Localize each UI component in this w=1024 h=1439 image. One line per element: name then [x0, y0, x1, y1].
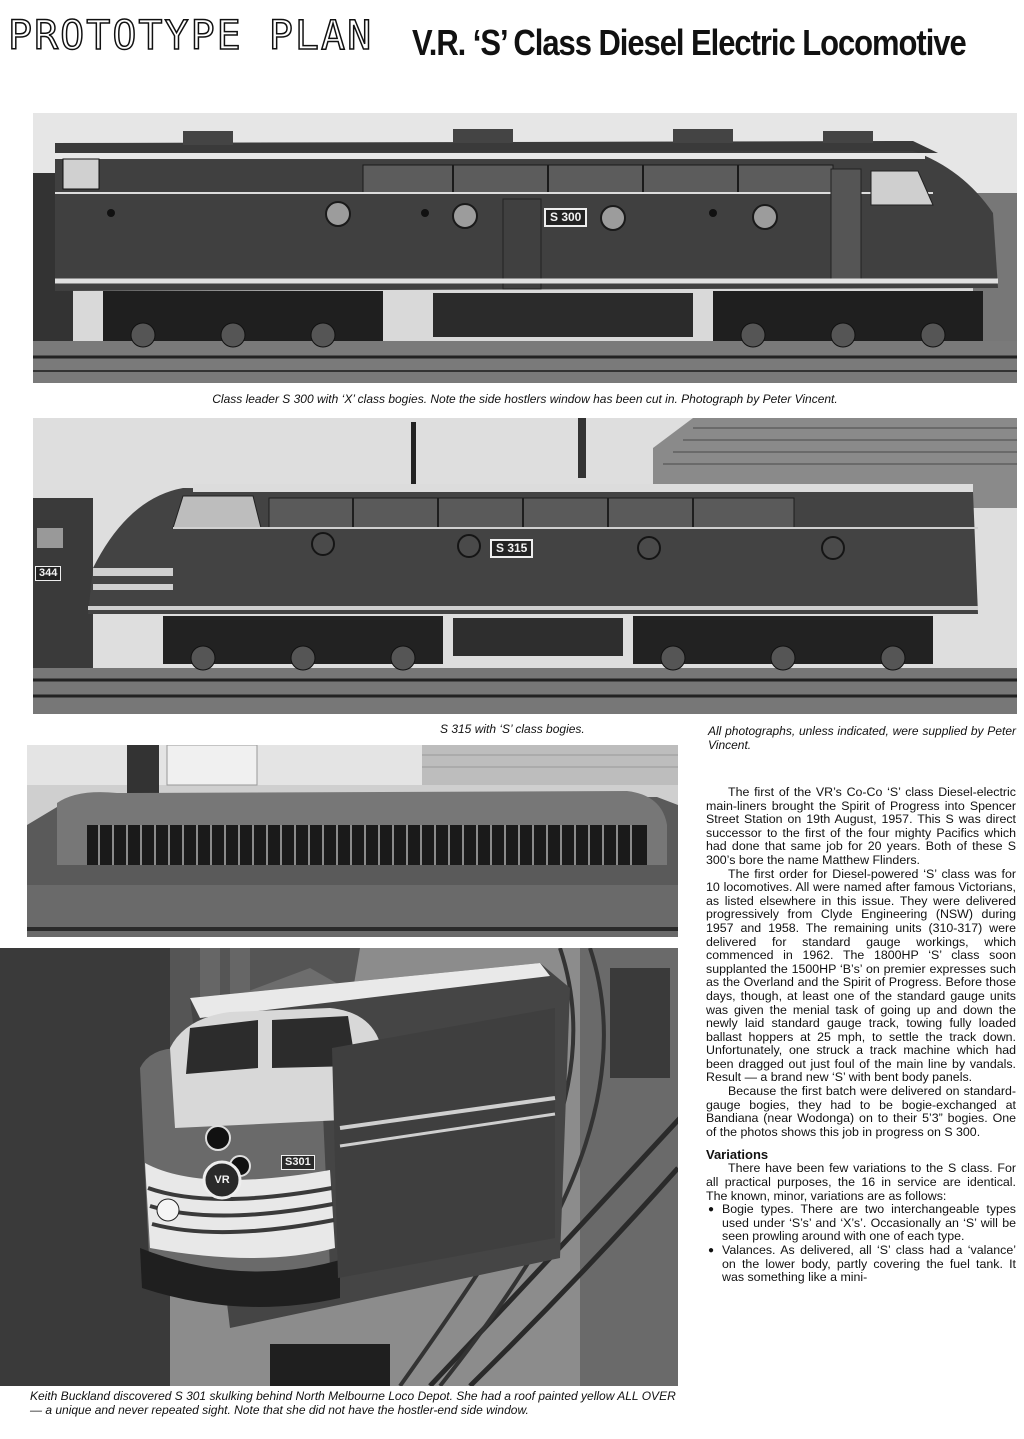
page-title: V.R. ‘S’ Class Diesel Electric Locomotive: [412, 22, 966, 63]
adjacent-number-plate: 344: [35, 566, 61, 581]
photo-s301-front: [0, 948, 678, 1386]
photo-s300-side: [33, 113, 1017, 383]
article-paragraph: Because the first batch were delivered on standard-gauge bogies, they had to be bogie-exchanged at Bandiana (near Wodonga) on to their 5’3” bogies. One of the photos shows this job in progress on S 300.: [706, 1084, 1016, 1139]
photo-roof-detail: [27, 745, 678, 937]
photo-caption: S 315 with ‘S’ class bogies.: [440, 722, 585, 736]
number-plate: S 315: [490, 539, 533, 558]
article-paragraph: There have been few variations to the S class. For all practical purposes, the 16 in service are identical. The known, minor, variations are as follows:: [706, 1161, 1016, 1203]
list-item: ● Valances. As delivered, all ‘S’ class had a ‘valance’ on the lower body, partly covering the fuel tank. It was something like a mini-: [722, 1244, 1016, 1285]
photo-credit: All photographs, unless indicated, were supplied by Peter Vincent.: [708, 724, 1016, 752]
vr-emblem: VR: [214, 1174, 230, 1186]
section-heading: Variations: [706, 1147, 769, 1163]
photo-caption: Keith Buckland discovered S 301 skulking behind North Melbourne Loco Depot. She had a roof painted yellow ALL OVER — a unique and never repeated sight. Note that she did not have the hostler-end side window.: [30, 1389, 676, 1417]
number-plate: S301: [281, 1155, 315, 1170]
variations-list: [706, 1203, 1016, 1285]
article-body: [706, 786, 1016, 1285]
photo-s315-side: [33, 418, 1017, 714]
article-paragraph: The first of the VR’s Co-Co ‘S’ class Diesel-electric main-liners brought the Spirit of Progress into Spencer Street Station on 19th August, 1957. This S was direct successor to the first of the four mighty Pacifics which had done that same job for 20 years. Both of these S 300’s bore the name Matthew Flinders.: [706, 785, 1016, 867]
number-plate: S 300: [544, 208, 587, 227]
list-item: ● Bogie types. There are two interchangeable types used under ‘S’s’ and ‘X’s’. Occasionally an ‘S’ will be seen prowling around with one of each type.: [722, 1203, 1016, 1244]
photo-caption: Class leader S 300 with ‘X’ class bogies. Note the side hostlers window has been cut in. Photograph by Peter Vincent.: [212, 392, 838, 406]
section-kicker: PROTOTYPE PLAN: [8, 13, 374, 59]
article-paragraph: The first order for Diesel-powered ‘S’ class was for 10 locomotives. All were named after famous Victorians, as listed elsewhere in this issue. They were delivered progressively from Clyde Engineering (NSW) during 1957 and 1958. The remaining units (310-317) were delivered for standard gauge workings, which commenced in 1962. The 1800HP ‘S’ class soon supplanted the 1500HP ‘B’s’ on premier expresses such as the Overland and the Spirit of Progress. Before those days, though, at least one of the standard gauge units was given the menial task of going up and down the newly laid standard gauge track, towing fully loaded ballast hoppers at 25 mph, to settle the track down. Unfortunately, one struck a track machine which had been dragged out just foul of the main line by vandals. Result — a brand new ‘S’ with bent body panels.: [706, 866, 1016, 1085]
